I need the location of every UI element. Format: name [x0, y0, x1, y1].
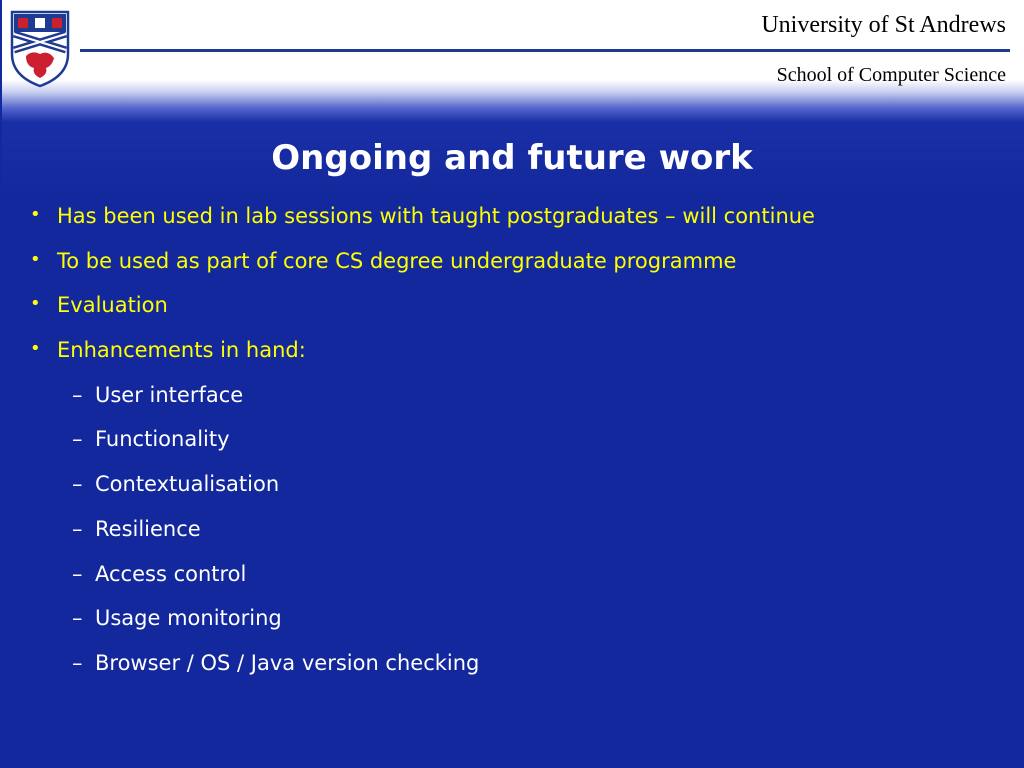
sub-bullet-text: Resilience	[95, 516, 201, 541]
sub-bullet-marker: –	[72, 382, 83, 407]
sub-bullet-item	[30, 602, 1010, 647]
sub-bullet-text: Usage monitoring	[95, 606, 282, 631]
bullet-marker: •	[30, 204, 41, 225]
sub-bullet-item	[30, 513, 1010, 558]
bullet-list	[30, 200, 1010, 692]
sub-bullet-text: Access control	[95, 561, 247, 586]
bullet-item	[30, 245, 1010, 290]
sub-bullet-item	[30, 558, 1010, 603]
sub-bullet-item	[30, 647, 1010, 692]
sub-bullet-marker: –	[72, 516, 83, 541]
sub-bullet-marker: –	[72, 427, 83, 452]
bullet-marker: •	[30, 338, 41, 360]
bullet-item	[30, 200, 1010, 245]
sub-bullet-item	[30, 379, 1010, 424]
university-crest-logo	[10, 10, 70, 88]
bullet-marker: •	[30, 293, 41, 315]
sub-bullet-marker: –	[72, 606, 83, 631]
bullet-text: Has been used in lab sessions with taught postgraduates – will continue	[57, 204, 815, 228]
sub-bullet-marker: –	[72, 650, 83, 675]
sub-bullet-text: User interface	[95, 382, 244, 407]
sub-bullet-text: Browser / OS / Java version checking	[95, 650, 480, 675]
school-name: School of Computer Science	[776, 64, 1006, 86]
sub-bullet-item	[30, 468, 1010, 513]
slide-edge	[0, 0, 2, 768]
sub-bullet-text: Contextualisation	[95, 472, 280, 497]
bullet-marker: •	[30, 248, 41, 270]
bullet-item	[30, 289, 1010, 334]
university-name: University of St Andrews	[761, 12, 1006, 38]
sub-bullet-marker: –	[72, 561, 83, 586]
sub-bullet-marker: –	[72, 472, 83, 497]
bullet-text: Evaluation	[57, 293, 168, 318]
header-rule	[80, 49, 1010, 52]
sub-bullet-item	[30, 423, 1010, 468]
bullet-item	[30, 334, 1010, 379]
sub-bullet-text: Functionality	[95, 427, 230, 452]
slide-title: Ongoing and future work	[271, 138, 753, 178]
bullet-text: To be used as part of core CS degree undergraduate programme	[57, 248, 737, 273]
bullet-text: Enhancements in hand:	[57, 338, 306, 363]
